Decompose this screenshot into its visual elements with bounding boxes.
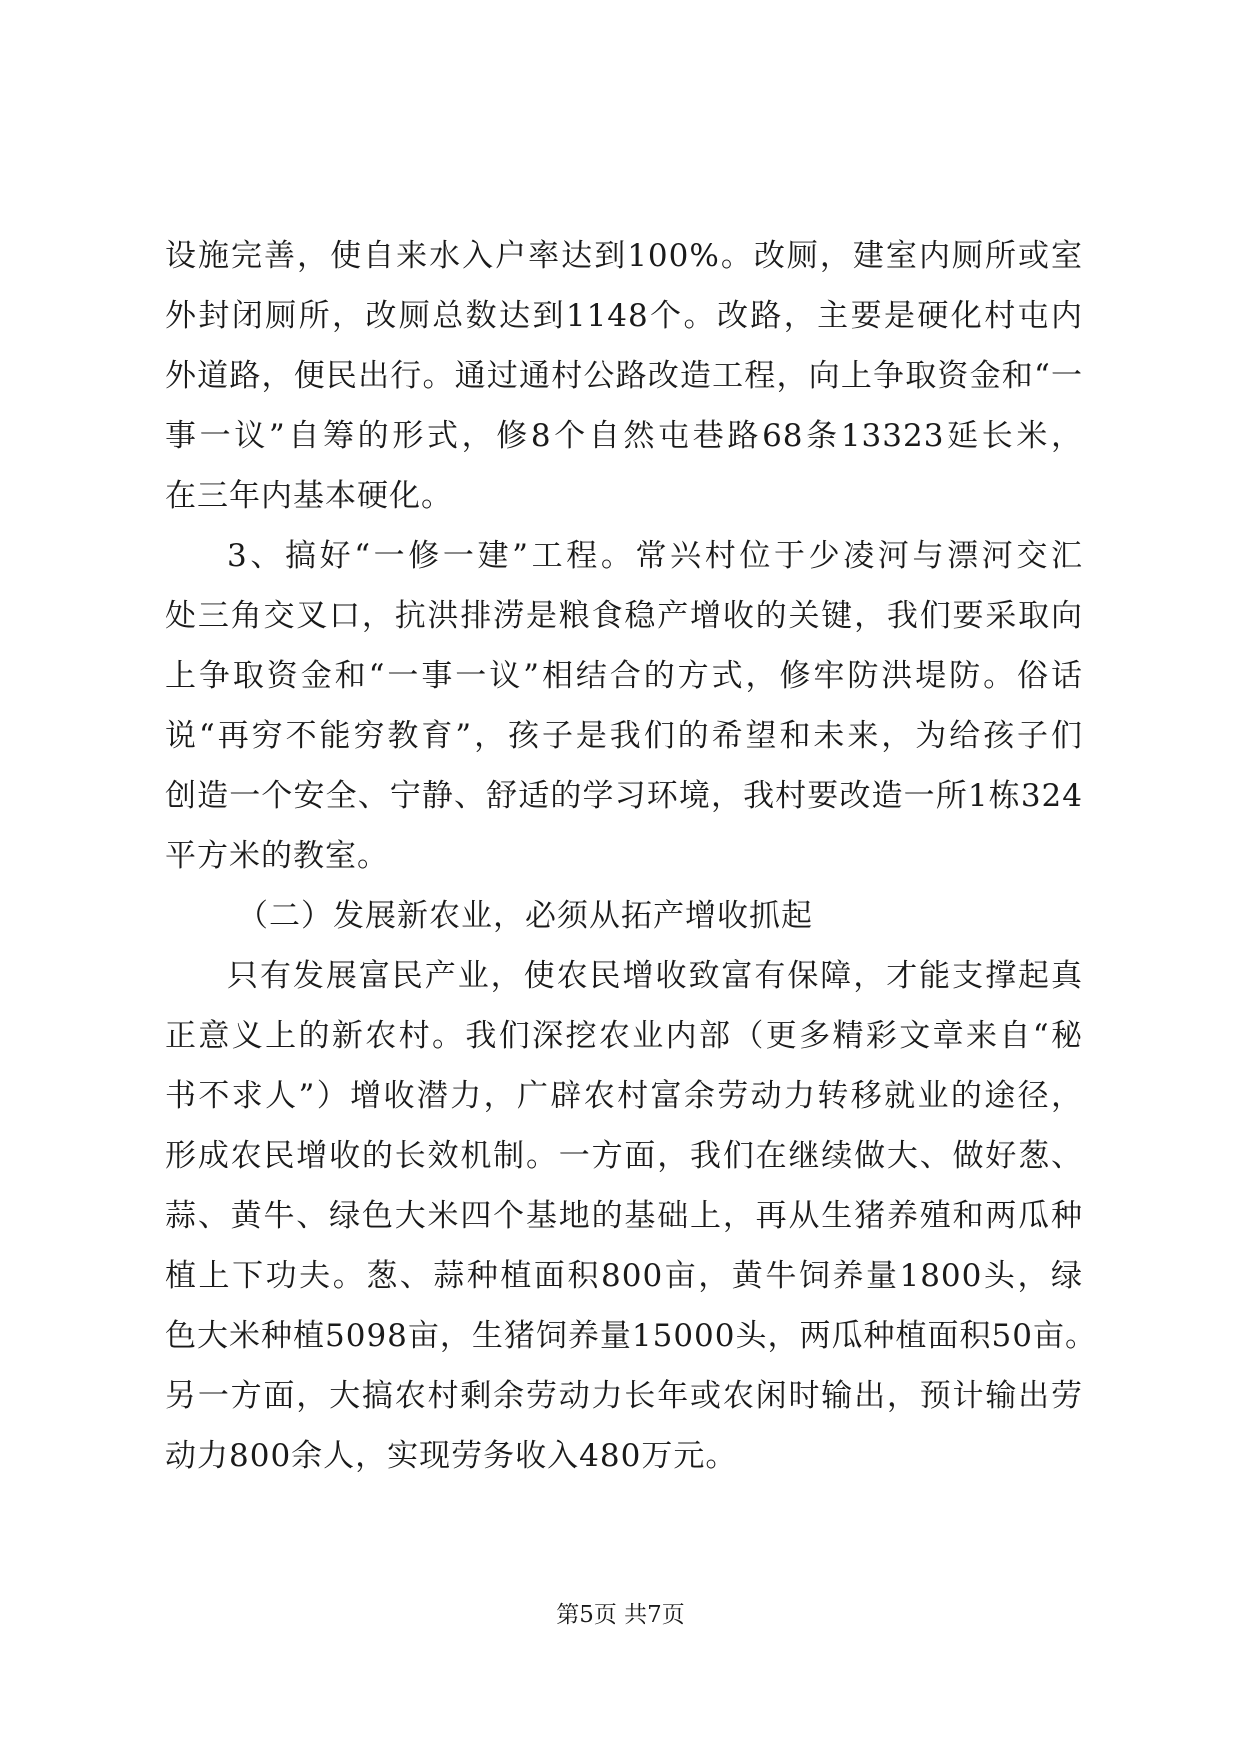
text-line: 3、搞好“一修一建”工程。常兴村位于少凌河与漂河交汇 [227, 538, 1083, 574]
text-line: 色大米种植5098亩，生猪饲养量15000头，两瓜种植面积50亩。 [165, 1318, 1097, 1354]
text-line: 说“再穷不能穷教育”，孩子是我们的希望和未来，为给孩子们 [165, 718, 1083, 754]
paragraph-agriculture-income [165, 946, 1097, 1486]
page-number-footer: 第5页 共7页 [556, 1602, 685, 1628]
text-line: 事一议”自筹的形式，修8个自然屯巷路68条13323延长米， [165, 418, 1083, 454]
text-line: 处三角交叉口，抗洪排涝是粮食稳产增收的关键，我们要采取向 [165, 598, 1083, 634]
text-line: 蒜、黄牛、绿色大米四个基地的基础上，再从生猪养殖和两瓜种 [165, 1198, 1083, 1234]
text-line: 正意义上的新农村。我们深挖农业内部（更多精彩文章来自“秘 [165, 1018, 1083, 1054]
text-line: 在三年内基本硬化。 [165, 478, 453, 514]
text-line: 只有发展富民产业，使农民增收致富有保障，才能支撑起真 [227, 958, 1083, 994]
text-line: 植上下功夫。葱、蒜种植面积800亩，黄牛饲养量1800头，绿 [165, 1258, 1083, 1294]
text-line: 形成农民增收的长效机制。一方面，我们在继续做大、做好葱、 [165, 1138, 1083, 1174]
text-line: 外道路，便民出行。通过通村公路改造工程，向上争取资金和“一 [165, 358, 1083, 394]
section-heading [165, 886, 1083, 946]
text-line: 书不求人”）增收潜力，广辟农村富余劳动力转移就业的途径， [165, 1078, 1083, 1114]
text-line: 平方米的教室。 [165, 838, 389, 874]
text-line: 另一方面，大搞农村剩余劳动力长年或农闲时输出，预计输出劳 [165, 1378, 1083, 1414]
text-line: 上争取资金和“一事一议”相结合的方式，修牢防洪堤防。俗话 [165, 658, 1083, 694]
paragraph-repair-build-project [165, 526, 1083, 886]
text-line: 动力800余人，实现劳务收入480万元。 [165, 1438, 738, 1474]
text-line: 外封闭厕所，改厕总数达到1148个。改路，主要是硬化村屯内 [165, 298, 1083, 334]
document-body [165, 226, 1097, 1486]
section-heading-text: （二）发展新农业，必须从拓产增收抓起 [237, 898, 813, 934]
text-line: 创造一个安全、宁静、舒适的学习环境，我村要改造一所1栋324 [165, 778, 1083, 814]
paragraph-sanitation-roads [165, 226, 1083, 526]
text-line: 设施完善，使自来水入户率达到100%。改厕，建室内厕所或室 [165, 238, 1083, 274]
